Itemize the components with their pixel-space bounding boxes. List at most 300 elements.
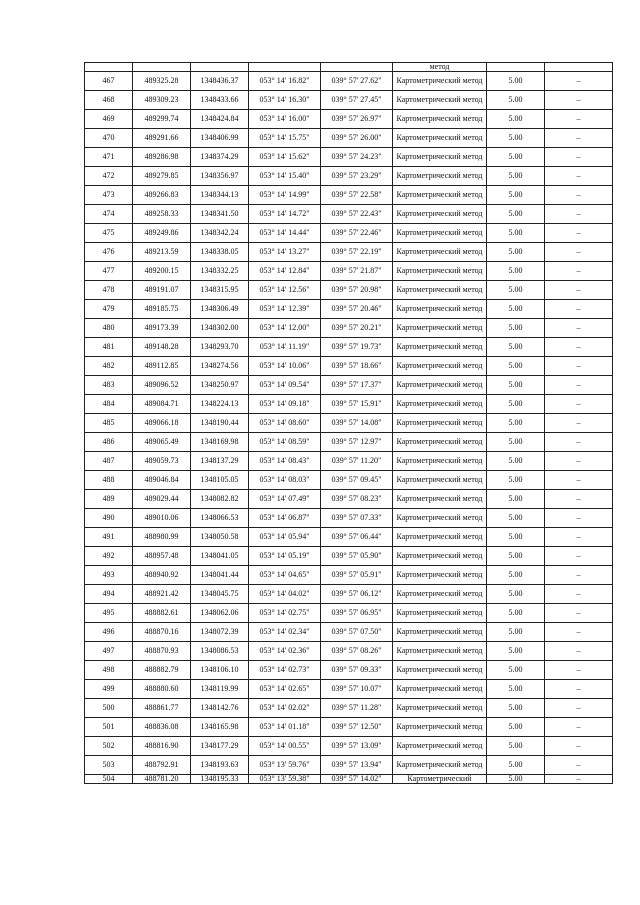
cell-y: 1348344.13 (191, 186, 249, 205)
cell-y: 1348341.50 (191, 205, 249, 224)
cell-description: – (545, 186, 613, 205)
cell-latitude (249, 63, 321, 72)
cell-latitude: 053° 14' 12.39" (249, 300, 321, 319)
cell-method: Картометрический метод (393, 357, 487, 376)
cell-accuracy: 5.00 (487, 547, 545, 566)
cell-latitude: 053° 14' 16.30" (249, 91, 321, 110)
cell-y: 1348436.37 (191, 72, 249, 91)
cell-x: 489148.28 (133, 338, 191, 357)
cell-longitude: 039° 57' 22.58" (321, 186, 393, 205)
cell-number: 492 (85, 547, 133, 566)
cell-description: – (545, 300, 613, 319)
cell-longitude: 039° 57' 07.50" (321, 623, 393, 642)
cell-method: Картометрический метод (393, 737, 487, 756)
cell-y: 1348274.56 (191, 357, 249, 376)
cell-method: Картометрический метод (393, 490, 487, 509)
cell-latitude: 053° 14' 12.84" (249, 262, 321, 281)
cell-longitude: 039° 57' 09.33" (321, 661, 393, 680)
cell-number: 483 (85, 376, 133, 395)
cell-longitude: 039° 57' 20.46" (321, 300, 393, 319)
cell-longitude: 039° 57' 15.91" (321, 395, 393, 414)
cell-latitude: 053° 14' 09.18" (249, 395, 321, 414)
cell-method: Картометрический метод (393, 319, 487, 338)
cell-number: 488 (85, 471, 133, 490)
cell-latitude: 053° 14' 01.18" (249, 718, 321, 737)
cell-longitude: 039° 57' 27.62" (321, 72, 393, 91)
cell-y: 1348106.10 (191, 661, 249, 680)
cell-number: 475 (85, 224, 133, 243)
cell-longitude: 039° 57' 11.20" (321, 452, 393, 471)
cell-y: 1348406.99 (191, 129, 249, 148)
cell-accuracy: 5.00 (487, 110, 545, 129)
cell-longitude: 039° 57' 27.45" (321, 91, 393, 110)
cell-y: 1348142.76 (191, 699, 249, 718)
cell-longitude: 039° 57' 22.46" (321, 224, 393, 243)
table-row (85, 205, 613, 224)
cell-longitude (321, 63, 393, 72)
table-row (85, 300, 613, 319)
cell-latitude: 053° 14' 06.87" (249, 509, 321, 528)
cell-description: – (545, 699, 613, 718)
cell-longitude: 039° 57' 06.44" (321, 528, 393, 547)
cell-longitude: 039° 57' 21.87" (321, 262, 393, 281)
cell-x: 489266.83 (133, 186, 191, 205)
cell-number: 498 (85, 661, 133, 680)
cell-longitude: 039° 57' 08.23" (321, 490, 393, 509)
cell-x: 488816.90 (133, 737, 191, 756)
cell-number: 474 (85, 205, 133, 224)
cell-description: – (545, 167, 613, 186)
cell-method: Картометрический метод (393, 604, 487, 623)
cell-description: – (545, 395, 613, 414)
cell-x: 489309.23 (133, 91, 191, 110)
cell-y: 1348424.84 (191, 110, 249, 129)
cell-number: 472 (85, 167, 133, 186)
cell-description: – (545, 528, 613, 547)
cell-accuracy: 5.00 (487, 357, 545, 376)
cell-longitude: 039° 57' 14.02" (321, 775, 393, 784)
table-row (85, 433, 613, 452)
cell-number: 479 (85, 300, 133, 319)
table-row (85, 737, 613, 756)
cell-longitude: 039° 57' 20.98" (321, 281, 393, 300)
cell-description: – (545, 357, 613, 376)
cell-description: – (545, 319, 613, 338)
cell-accuracy: 5.00 (487, 300, 545, 319)
cell-number: 496 (85, 623, 133, 642)
cell-latitude: 053° 14' 13.27" (249, 243, 321, 262)
cell-x: 489249.86 (133, 224, 191, 243)
table-row (85, 167, 613, 186)
cell-latitude: 053° 14' 15.40" (249, 167, 321, 186)
cell-x (133, 63, 191, 72)
cell-y: 1348045.75 (191, 585, 249, 604)
cell-y: 1348193.63 (191, 756, 249, 775)
cell-number: 477 (85, 262, 133, 281)
cell-y: 1348105.05 (191, 471, 249, 490)
cell-y: 1348195.33 (191, 775, 249, 784)
cell-method: Картометрический метод (393, 110, 487, 129)
cell-description: – (545, 224, 613, 243)
cell-number: 468 (85, 91, 133, 110)
cell-method: Картометрический метод (393, 186, 487, 205)
cell-latitude: 053° 14' 09.54" (249, 376, 321, 395)
cell-x: 489096.52 (133, 376, 191, 395)
cell-number: 497 (85, 642, 133, 661)
cell-method: Картометрический метод (393, 642, 487, 661)
cell-method: Картометрический метод (393, 566, 487, 585)
cell-number: 494 (85, 585, 133, 604)
cell-latitude: 053° 14' 04.65" (249, 566, 321, 585)
cell-latitude: 053° 14' 14.99" (249, 186, 321, 205)
cell-x: 489029.44 (133, 490, 191, 509)
cell-description: – (545, 129, 613, 148)
cell-description: – (545, 205, 613, 224)
cell-latitude: 053° 14' 02.02" (249, 699, 321, 718)
cell-description: – (545, 680, 613, 699)
cell-latitude: 053° 14' 15.75" (249, 129, 321, 148)
cell-description: – (545, 376, 613, 395)
cell-y: 1348041.44 (191, 566, 249, 585)
cell-number: 500 (85, 699, 133, 718)
cell-method: Картометрический метод (393, 395, 487, 414)
cell-x: 488940.92 (133, 566, 191, 585)
cell-y: 1348190.44 (191, 414, 249, 433)
cell-accuracy: 5.00 (487, 642, 545, 661)
cell-x: 489059.73 (133, 452, 191, 471)
table-row (85, 699, 613, 718)
cell-description: – (545, 243, 613, 262)
cell-number: 484 (85, 395, 133, 414)
cell-method: Картометрический метод (393, 205, 487, 224)
cell-accuracy: 5.00 (487, 262, 545, 281)
cell-number: 476 (85, 243, 133, 262)
cell-y: 1348082.82 (191, 490, 249, 509)
cell-x: 489173.39 (133, 319, 191, 338)
table-row (85, 319, 613, 338)
cell-accuracy: 5.00 (487, 395, 545, 414)
cell-accuracy: 5.00 (487, 376, 545, 395)
cell-longitude: 039° 57' 20.21" (321, 319, 393, 338)
cell-latitude: 053° 14' 11.19" (249, 338, 321, 357)
cell-accuracy: 5.00 (487, 91, 545, 110)
cell-accuracy: 5.00 (487, 167, 545, 186)
cell-accuracy: 5.00 (487, 528, 545, 547)
cell-number: 491 (85, 528, 133, 547)
cell-y: 1348177.29 (191, 737, 249, 756)
cell-description: – (545, 623, 613, 642)
coordinates-table-body (85, 63, 613, 784)
cell-y: 1348356.97 (191, 167, 249, 186)
cell-accuracy: 5.00 (487, 623, 545, 642)
cell-longitude: 039° 57' 22.43" (321, 205, 393, 224)
coordinates-table-wrapper (84, 62, 612, 784)
cell-longitude: 039° 57' 18.66" (321, 357, 393, 376)
cell-y: 1348066.53 (191, 509, 249, 528)
cell-method: Картометрический метод (393, 433, 487, 452)
cell-longitude: 039° 57' 05.91" (321, 566, 393, 585)
cell-method: метод (393, 63, 487, 72)
cell-number: 469 (85, 110, 133, 129)
cell-longitude: 039° 57' 17.37" (321, 376, 393, 395)
table-row (85, 604, 613, 623)
cell-x: 488980.99 (133, 528, 191, 547)
cell-x: 489191.07 (133, 281, 191, 300)
cell-description: – (545, 262, 613, 281)
table-row (85, 566, 613, 585)
cell-method: Картометрический метод (393, 528, 487, 547)
cell-accuracy: 5.00 (487, 205, 545, 224)
cell-latitude: 053° 14' 02.73" (249, 661, 321, 680)
table-row (85, 262, 613, 281)
cell-longitude: 039° 57' 08.26" (321, 642, 393, 661)
table-row (85, 471, 613, 490)
cell-method: Картометрический метод (393, 224, 487, 243)
cell-description: – (545, 566, 613, 585)
cell-y: 1348315.95 (191, 281, 249, 300)
cell-longitude: 039° 57' 26.97" (321, 110, 393, 129)
cell-x: 488781.20 (133, 775, 191, 784)
cell-accuracy: 5.00 (487, 566, 545, 585)
cell-number: 502 (85, 737, 133, 756)
cell-latitude: 053° 14' 08.60" (249, 414, 321, 433)
table-row (85, 528, 613, 547)
table-row (85, 414, 613, 433)
cell-latitude: 053° 14' 14.72" (249, 205, 321, 224)
cell-latitude: 053° 14' 16.82" (249, 72, 321, 91)
cell-y: 1348062.06 (191, 604, 249, 623)
cell-latitude: 053° 14' 02.65" (249, 680, 321, 699)
cell-longitude: 039° 57' 13.94" (321, 756, 393, 775)
table-row (85, 281, 613, 300)
cell-description: – (545, 737, 613, 756)
cell-method: Картометрический метод (393, 547, 487, 566)
cell-description: – (545, 471, 613, 490)
cell-x: 489213.59 (133, 243, 191, 262)
cell-description: – (545, 585, 613, 604)
cell-accuracy: 5.00 (487, 72, 545, 91)
cell-accuracy: 5.00 (487, 585, 545, 604)
cell-x: 489299.74 (133, 110, 191, 129)
cell-method: Картометрический метод (393, 129, 487, 148)
cell-longitude: 039° 57' 06.95" (321, 604, 393, 623)
cell-x: 489010.06 (133, 509, 191, 528)
cell-latitude: 053° 14' 00.55" (249, 737, 321, 756)
table-row (85, 509, 613, 528)
cell-y: 1348072.39 (191, 623, 249, 642)
cell-x: 489185.75 (133, 300, 191, 319)
table-row (85, 623, 613, 642)
cell-longitude: 039° 57' 22.19" (321, 243, 393, 262)
cell-longitude: 039° 57' 12.97" (321, 433, 393, 452)
cell-description: – (545, 452, 613, 471)
cell-latitude: 053° 14' 04.02" (249, 585, 321, 604)
cell-y: 1348086.53 (191, 642, 249, 661)
cell-method: Картометрический метод (393, 281, 487, 300)
cell-y: 1348169.98 (191, 433, 249, 452)
table-row (85, 110, 613, 129)
cell-number: 499 (85, 680, 133, 699)
cell-method: Картометрический метод (393, 509, 487, 528)
cell-y: 1348050.58 (191, 528, 249, 547)
cell-method: Картометрический метод (393, 471, 487, 490)
cell-description: – (545, 414, 613, 433)
cell-description: – (545, 775, 613, 784)
cell-method: Картометрический метод (393, 680, 487, 699)
cell-longitude: 039° 57' 11.28" (321, 699, 393, 718)
cell-number: 486 (85, 433, 133, 452)
cell-x: 489200.15 (133, 262, 191, 281)
cell-longitude: 039° 57' 05.90" (321, 547, 393, 566)
cell-description: – (545, 91, 613, 110)
table-row (85, 642, 613, 661)
cell-accuracy: 5.00 (487, 129, 545, 148)
cell-y: 1348119.99 (191, 680, 249, 699)
cell-y: 1348342.24 (191, 224, 249, 243)
cell-accuracy: 5.00 (487, 433, 545, 452)
cell-longitude: 039° 57' 12.50" (321, 718, 393, 737)
cell-description (545, 63, 613, 72)
cell-longitude: 039° 57' 26.00" (321, 129, 393, 148)
cell-method: Картометрический метод (393, 243, 487, 262)
cell-number: 482 (85, 357, 133, 376)
cell-latitude: 053° 14' 12.56" (249, 281, 321, 300)
cell-longitude: 039° 57' 24.23" (321, 148, 393, 167)
table-row (85, 395, 613, 414)
cell-x: 489112.85 (133, 357, 191, 376)
cell-number: 490 (85, 509, 133, 528)
cell-x: 488870.93 (133, 642, 191, 661)
cell-x: 489065.49 (133, 433, 191, 452)
cell-latitude: 053° 13' 59.76" (249, 756, 321, 775)
cell-accuracy: 5.00 (487, 452, 545, 471)
cell-accuracy: 5.00 (487, 281, 545, 300)
cell-number: 473 (85, 186, 133, 205)
cell-method: Картометрический метод (393, 661, 487, 680)
cell-accuracy: 5.00 (487, 319, 545, 338)
cell-latitude: 053° 14' 12.00" (249, 319, 321, 338)
coordinates-table (84, 62, 613, 784)
cell-description: – (545, 281, 613, 300)
cell-longitude: 039° 57' 06.12" (321, 585, 393, 604)
cell-number: 489 (85, 490, 133, 509)
cell-number: 467 (85, 72, 133, 91)
cell-y: 1348293.70 (191, 338, 249, 357)
table-row (85, 680, 613, 699)
cell-description: – (545, 547, 613, 566)
table-row (85, 91, 613, 110)
cell-description: – (545, 148, 613, 167)
cell-longitude: 039° 57' 14.08" (321, 414, 393, 433)
cell-description: – (545, 338, 613, 357)
cell-accuracy: 5.00 (487, 148, 545, 167)
cell-accuracy: 5.00 (487, 756, 545, 775)
cell-x: 488792.91 (133, 756, 191, 775)
cell-latitude: 053° 14' 05.94" (249, 528, 321, 547)
cell-longitude: 039° 57' 09.45" (321, 471, 393, 490)
cell-method: Картометрический метод (393, 699, 487, 718)
cell-method: Картометрический метод (393, 262, 487, 281)
cell-method: Картометрический метод (393, 72, 487, 91)
cell-y: 1348306.49 (191, 300, 249, 319)
cell-number: 478 (85, 281, 133, 300)
cell-x: 488957.48 (133, 547, 191, 566)
table-row (85, 357, 613, 376)
cell-number: 501 (85, 718, 133, 737)
cell-x: 488880.60 (133, 680, 191, 699)
cell-description: – (545, 433, 613, 452)
cell-longitude: 039° 57' 07.33" (321, 509, 393, 528)
cell-latitude: 053° 14' 15.62" (249, 148, 321, 167)
cell-method: Картометрический метод (393, 585, 487, 604)
cell-number (85, 63, 133, 72)
cell-number: 495 (85, 604, 133, 623)
table-row (85, 661, 613, 680)
cell-latitude: 053° 14' 07.49" (249, 490, 321, 509)
cell-x: 489084.71 (133, 395, 191, 414)
table-row (85, 224, 613, 243)
table-row (85, 72, 613, 91)
cell-method: Картометрический метод (393, 167, 487, 186)
cell-method: Картометрический метод (393, 148, 487, 167)
cell-method: Картометрический метод (393, 718, 487, 737)
cell-description: – (545, 642, 613, 661)
cell-latitude: 053° 14' 08.59" (249, 433, 321, 452)
cell-latitude: 053° 14' 02.34" (249, 623, 321, 642)
cell-accuracy: 5.00 (487, 338, 545, 357)
cell-accuracy: 5.00 (487, 471, 545, 490)
cell-method: Картометрический метод (393, 414, 487, 433)
cell-number: 481 (85, 338, 133, 357)
cell-x: 489046.84 (133, 471, 191, 490)
cell-number: 504 (85, 775, 133, 784)
cell-number: 471 (85, 148, 133, 167)
cell-latitude: 053° 14' 16.00" (249, 110, 321, 129)
cell-y: 1348433.66 (191, 91, 249, 110)
cell-longitude: 039° 57' 10.07" (321, 680, 393, 699)
cell-method: Картометрический (393, 775, 487, 784)
cell-accuracy: 5.00 (487, 509, 545, 528)
cell-accuracy: 5.00 (487, 186, 545, 205)
cell-description: – (545, 661, 613, 680)
cell-longitude: 039° 57' 13.09" (321, 737, 393, 756)
cell-y: 1348332.25 (191, 262, 249, 281)
table-row (85, 129, 613, 148)
cell-accuracy: 5.00 (487, 224, 545, 243)
cell-x: 488870.16 (133, 623, 191, 642)
cell-number: 493 (85, 566, 133, 585)
cell-x: 489279.85 (133, 167, 191, 186)
cell-latitude: 053° 14' 02.36" (249, 642, 321, 661)
cell-number: 503 (85, 756, 133, 775)
table-row (85, 376, 613, 395)
cell-accuracy: 5.00 (487, 718, 545, 737)
table-row (85, 338, 613, 357)
cell-number: 480 (85, 319, 133, 338)
cell-x: 488921.42 (133, 585, 191, 604)
cell-latitude: 053° 14' 08.43" (249, 452, 321, 471)
cell-description: – (545, 490, 613, 509)
cell-x: 488861.77 (133, 699, 191, 718)
cell-accuracy: 5.00 (487, 737, 545, 756)
cell-number: 487 (85, 452, 133, 471)
table-row (85, 756, 613, 775)
cell-method: Картометрический метод (393, 452, 487, 471)
cell-latitude: 053° 14' 10.06" (249, 357, 321, 376)
cell-x: 488882.79 (133, 661, 191, 680)
cell-description: – (545, 604, 613, 623)
cell-x: 489325.28 (133, 72, 191, 91)
